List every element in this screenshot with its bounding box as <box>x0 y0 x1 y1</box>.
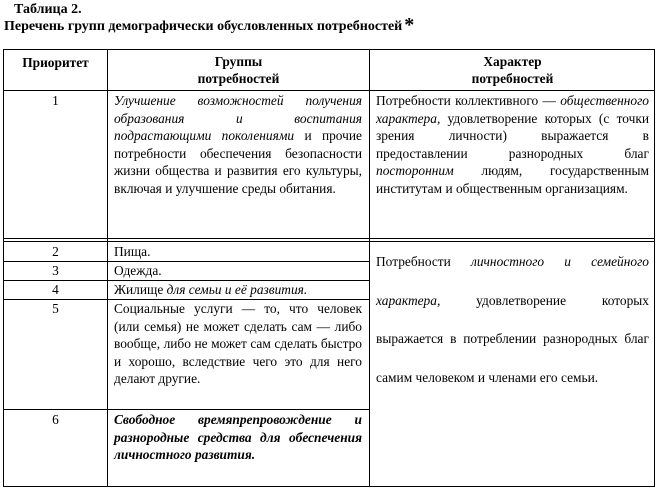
table-caption: Таблица 2. <box>14 2 82 17</box>
group-text-2 <box>114 243 362 261</box>
header-character-line1: Характер <box>483 54 542 69</box>
header-groups-line2: потребностей <box>197 71 280 86</box>
priority-3: 3 <box>52 263 59 278</box>
group-2-part-1: Пища. <box>114 244 151 259</box>
group-text-3 <box>114 262 362 280</box>
header-character <box>370 53 655 87</box>
section-divider-a <box>3 238 655 239</box>
header-groups <box>108 53 369 87</box>
group-text-5 <box>114 300 362 388</box>
character-2-part-3: удовлетворение которых выражается в потреблении разнородных благ самим человеком и членами его семьи. <box>376 292 649 385</box>
group-4-part-1: Жилище <box>114 282 167 297</box>
header-character-line2: потребностей <box>471 71 554 86</box>
group-5-part-1: Социальные услуги — то, что человек (или семья) не может сделать сам — либо вообще, либо не может сам сделать быстро и хорошо, вследствие чего это для него делают другие. <box>114 301 362 387</box>
group-6-part-1: Свободное времяпрепровождение и разнородные средства для обеспечения личностного развития. <box>114 412 362 463</box>
section-divider-b <box>3 241 655 242</box>
character-1-part-2: общественного характера, <box>376 93 649 126</box>
header-divider <box>3 90 655 91</box>
character-2-part-2: личностного и семейного характера, <box>376 254 649 308</box>
priority-6: 6 <box>52 412 59 427</box>
table-title-text: Перечень групп демографически обусловленных потребностей <box>4 19 403 34</box>
header-groups-line1: Группы <box>214 54 263 69</box>
priority-5: 5 <box>52 301 59 316</box>
character-1-part-5: людям, государственным институтам и общественным организациям. <box>376 163 649 196</box>
col-divider-1 <box>107 49 108 487</box>
priority-1: 1 <box>52 93 59 108</box>
group-4-part-2: для семьи и её развития. <box>166 282 308 297</box>
character-text-2 <box>376 243 649 397</box>
group-text-4 <box>114 281 362 299</box>
col-divider-2 <box>369 49 370 487</box>
group-1-part-1: Улучшение возможностей получения образования и воспитания подрастающими поколениями <box>114 93 362 144</box>
table-title <box>4 16 414 36</box>
header-priority: Приоритет <box>22 55 89 70</box>
character-2-part-1: Потребности <box>376 254 471 269</box>
character-1-part-1: Потребности коллективного — <box>376 93 561 108</box>
priority-2: 2 <box>52 244 59 259</box>
group-1-part-2: и прочие потребности обеспечения безопасности жизни общества и развития его культуры, включая и улучшение среды обитания. <box>114 128 362 196</box>
priority-4: 4 <box>52 282 59 297</box>
row-divider-5 <box>3 409 369 410</box>
group-3-part-1: Одежда. <box>114 263 162 278</box>
character-1-part-3: удовлетворение которых (с точки зрения личности) выражается в предоставлении разнородных благ <box>376 110 649 161</box>
group-text-1 <box>114 92 362 198</box>
character-text-1 <box>376 92 649 198</box>
character-1-part-4: посторонним <box>376 163 454 179</box>
group-text-6 <box>114 411 362 464</box>
footnote-star: * <box>404 14 415 36</box>
